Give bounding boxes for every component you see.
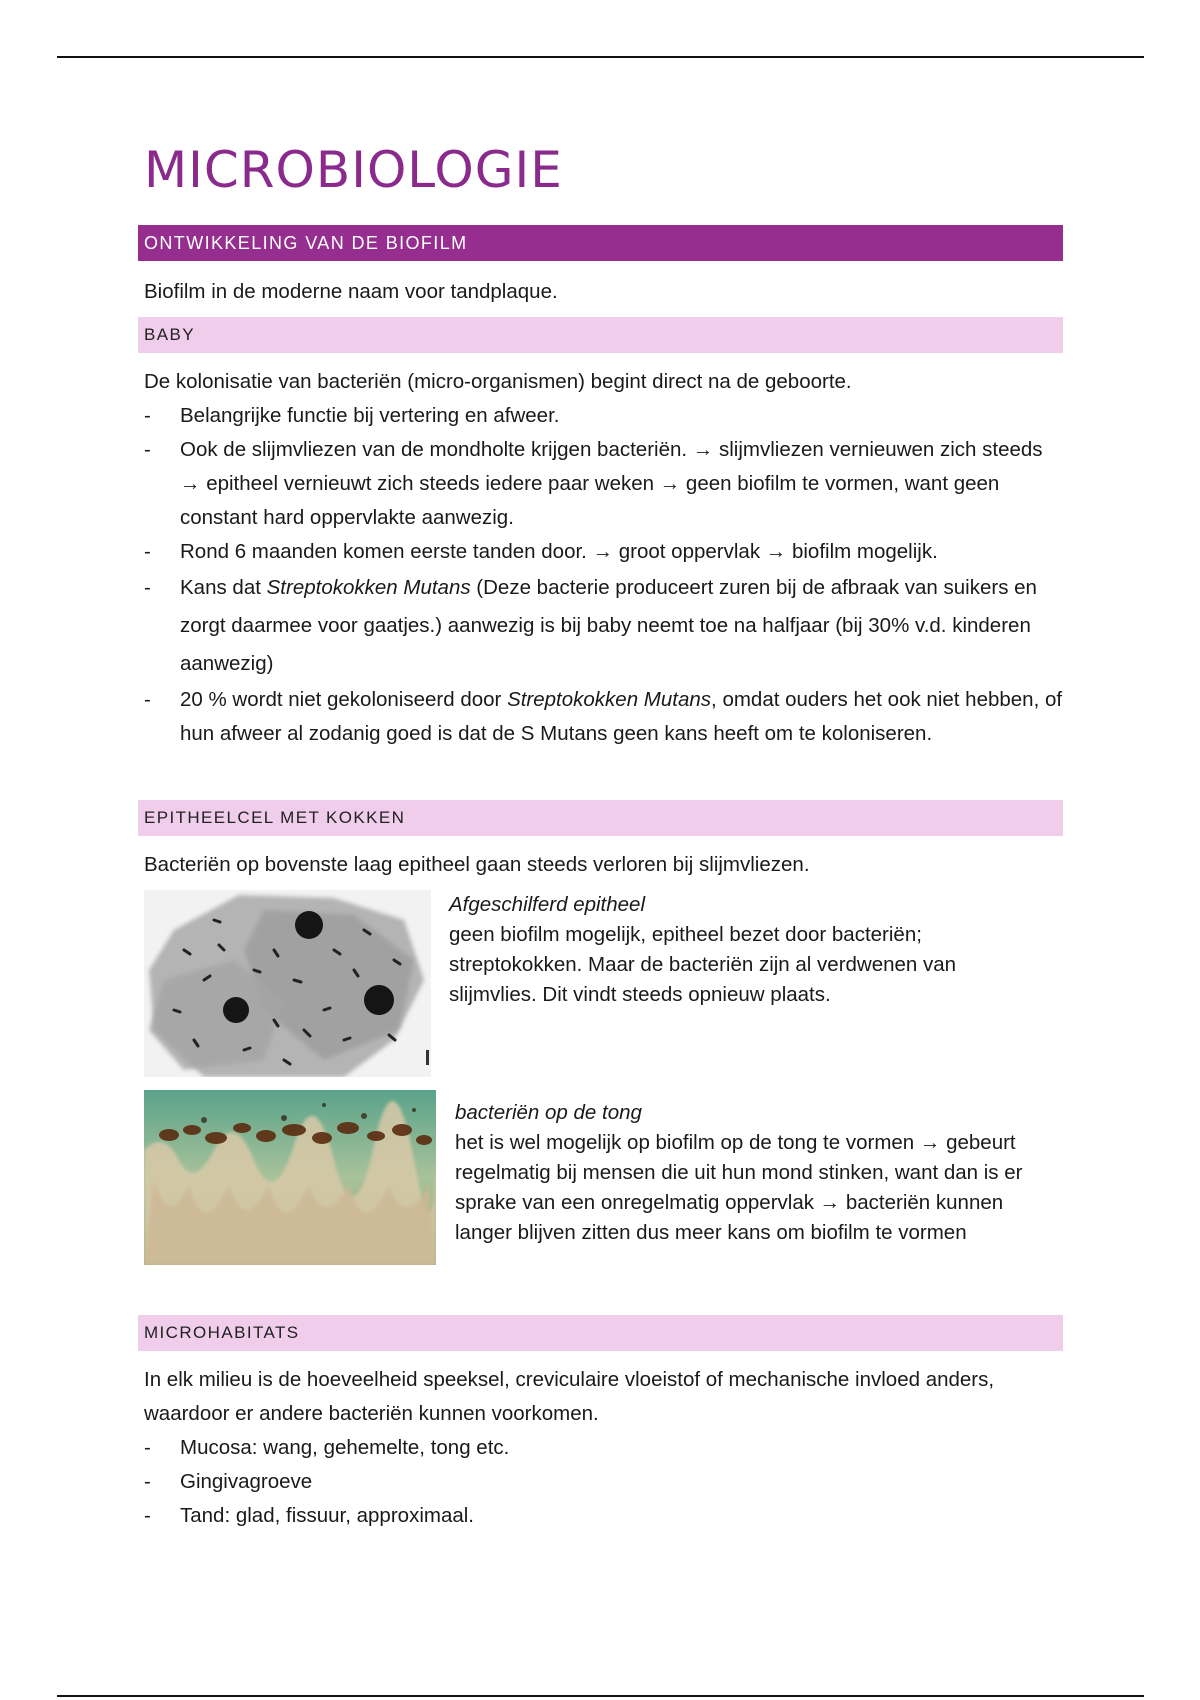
baby-bullet-list bbox=[144, 399, 1064, 751]
figure-title: Afgeschilferd epitheel bbox=[449, 893, 646, 916]
list-item: - Kans dat Streptokokken Mutans (Deze bacterie produceert zuren bij de afbraak van suikers en zorgt daarmee voor gaatjes.) aanwezig is bij baby neemt toe na halfjaar (bij 30% v.d. kinderen aanwezig) bbox=[144, 576, 1037, 675]
section-heading-biofilm: ONTWIKKELING VAN DE BIOFILM bbox=[138, 225, 1063, 261]
figure-caption-tong bbox=[455, 1098, 1055, 1248]
list-item: - Belangrijke functie bij vertering en afweer. bbox=[144, 404, 560, 427]
epithelial-cells-image bbox=[144, 890, 431, 1077]
figure-caption-epitheel bbox=[449, 890, 1049, 1010]
section-heading-microhabitats: MICROHABITATS bbox=[138, 1315, 1063, 1351]
list-item: - Mucosa: wang, gehemelte, tong etc. bbox=[144, 1436, 510, 1459]
section-heading-epitheel: EPITHEELCEL MET KOKKEN bbox=[138, 800, 1063, 836]
list-item: - Gingivagroeve bbox=[144, 1470, 313, 1493]
baby-lead: De kolonisatie van bacteriën (micro-organismen) begint direct na de geboorte. bbox=[144, 370, 852, 393]
microhabitats-bullet-list bbox=[144, 1431, 1064, 1533]
page-title: MICROBIOLOGIE bbox=[144, 141, 563, 199]
figure-title: bacteriën op de tong bbox=[455, 1101, 642, 1124]
list-item: - Ook de slijmvliezen van de mondholte krijgen bacteriën. → slijmvliezen vernieuwen zich steeds → epitheel vernieuwt zich steeds iedere paar weken → geen biofilm te vormen, want geen constant hard oppervlakte aanwezig. bbox=[144, 438, 1043, 529]
section-heading-baby: BABY bbox=[138, 317, 1063, 353]
epitheel-lead: Bacteriën op bovenste laag epitheel gaan steeds verloren bij slijmvliezen. bbox=[144, 853, 810, 876]
bottom-rule bbox=[57, 1695, 1144, 1697]
list-item: - Rond 6 maanden komen eerste tanden door. → groot oppervlak → biofilm mogelijk. bbox=[144, 540, 938, 563]
list-item: - Tand: glad, fissuur, approximaal. bbox=[144, 1504, 474, 1527]
microhabitats-lead: In elk milieu is de hoeveelheid speeksel, creviculaire vloeistof of mechanische invloed anders, waardoor er andere bacteriën kunnen voorkomen. bbox=[144, 1368, 995, 1425]
figure-text: het is wel mogelijk op biofilm op de tong te vormen → gebeurt regelmatig bij mensen die uit hun mond stinken, want dan is er sprake van een onregelmatig oppervlak → bacteriën kunnen langer blijven zitten dus meer kans om biofilm te vormen bbox=[455, 1131, 1023, 1244]
intro-text: Biofilm in de moderne naam voor tandplaque. bbox=[144, 280, 558, 303]
top-rule bbox=[57, 56, 1144, 58]
list-item: - 20 % wordt niet gekoloniseerd door Streptokokken Mutans, omdat ouders het ook niet hebben, of hun afweer al zodanig goed is dat de S Mutans geen kans heeft om te koloniseren. bbox=[144, 688, 1063, 745]
tongue-bacteria-image bbox=[144, 1090, 436, 1265]
figure-text: geen biofilm mogelijk, epitheel bezet door bacteriën; streptokokken. Maar de bacteriën zijn al verdwenen van slijmvlies. Dit vindt steeds opnieuw plaats. bbox=[449, 923, 957, 1006]
